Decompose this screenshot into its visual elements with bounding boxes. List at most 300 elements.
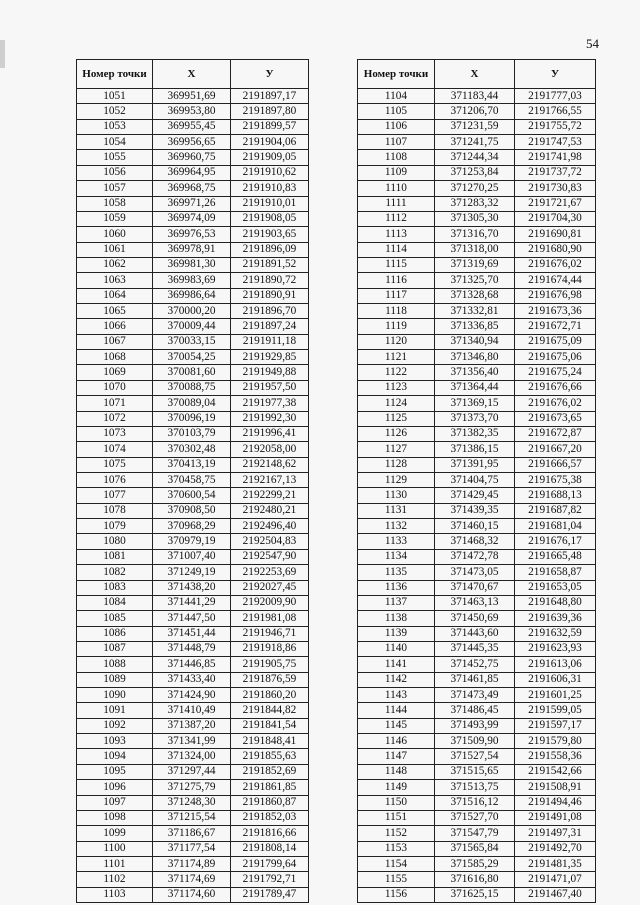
table-row xyxy=(358,703,596,718)
table-row xyxy=(358,288,596,303)
table-row xyxy=(358,872,596,887)
x-coordinate-cell: 371241,75 xyxy=(435,135,515,150)
x-coordinate-cell: 371441,29 xyxy=(153,595,231,610)
y-coordinate-cell: 2191680,90 xyxy=(515,242,596,257)
y-coordinate-cell: 2191996,41 xyxy=(231,426,309,441)
point-number-cell: 1085 xyxy=(77,611,153,626)
y-coordinate-cell: 2191672,71 xyxy=(515,319,596,334)
x-coordinate-cell: 371305,30 xyxy=(435,211,515,226)
y-coordinate-cell: 2191632,59 xyxy=(515,626,596,641)
y-coordinate-cell: 2191623,93 xyxy=(515,641,596,656)
y-coordinate-cell: 2191910,62 xyxy=(231,165,309,180)
point-number-cell: 1074 xyxy=(77,442,153,457)
x-coordinate-cell: 371515,65 xyxy=(435,764,515,779)
y-coordinate-cell: 2191949,88 xyxy=(231,365,309,380)
y-coordinate-cell: 2191467,40 xyxy=(515,887,596,902)
point-number-cell: 1102 xyxy=(77,872,153,887)
x-coordinate-cell: 371364,44 xyxy=(435,380,515,395)
x-coordinate-cell: 370413,19 xyxy=(153,457,231,472)
y-coordinate-cell: 2191755,72 xyxy=(515,119,596,134)
table-row xyxy=(358,657,596,672)
table-row xyxy=(77,826,309,841)
point-number-cell: 1097 xyxy=(77,795,153,810)
y-coordinate-cell: 2191876,59 xyxy=(231,672,309,687)
point-number-cell: 1070 xyxy=(77,380,153,395)
x-coordinate-cell: 371616,80 xyxy=(435,872,515,887)
table-row xyxy=(358,119,596,134)
y-coordinate-cell: 2191675,06 xyxy=(515,350,596,365)
point-number-cell: 1130 xyxy=(358,488,435,503)
point-number-cell: 1078 xyxy=(77,503,153,518)
point-number-cell: 1059 xyxy=(77,211,153,226)
point-number-cell: 1105 xyxy=(358,104,435,119)
coordinates-table-left xyxy=(76,59,309,903)
point-number-cell: 1067 xyxy=(77,334,153,349)
y-coordinate-cell: 2192253,69 xyxy=(231,565,309,580)
x-coordinate-cell: 371183,44 xyxy=(435,89,515,104)
y-coordinate-cell: 2191497,31 xyxy=(515,826,596,841)
table-row xyxy=(358,488,596,503)
x-coordinate-cell: 371174,89 xyxy=(153,856,231,871)
x-coordinate-cell: 371461,85 xyxy=(435,672,515,687)
table-row xyxy=(77,257,309,272)
x-coordinate-cell: 371382,35 xyxy=(435,426,515,441)
table-row xyxy=(77,181,309,196)
y-coordinate-cell: 2191737,72 xyxy=(515,165,596,180)
table-row xyxy=(358,534,596,549)
y-coordinate-cell: 2191666,57 xyxy=(515,457,596,472)
y-coordinate-cell: 2191681,04 xyxy=(515,519,596,534)
x-coordinate-cell: 371316,70 xyxy=(435,227,515,242)
table-row xyxy=(77,135,309,150)
table-row xyxy=(358,672,596,687)
y-coordinate-cell: 2191890,91 xyxy=(231,288,309,303)
table-row xyxy=(358,595,596,610)
y-coordinate-cell: 2192009,90 xyxy=(231,595,309,610)
point-number-cell: 1119 xyxy=(358,319,435,334)
x-coordinate-cell: 369986,64 xyxy=(153,288,231,303)
x-coordinate-cell: 371585,29 xyxy=(435,856,515,871)
x-coordinate-cell: 371244,34 xyxy=(435,150,515,165)
x-coordinate-cell: 369978,91 xyxy=(153,242,231,257)
point-number-cell: 1068 xyxy=(77,350,153,365)
table-row xyxy=(358,795,596,810)
y-coordinate-cell: 2191910,01 xyxy=(231,196,309,211)
x-coordinate-cell: 371248,30 xyxy=(153,795,231,810)
y-coordinate-cell: 2191676,17 xyxy=(515,534,596,549)
y-coordinate-cell: 2191992,30 xyxy=(231,411,309,426)
point-number-cell: 1128 xyxy=(358,457,435,472)
x-coordinate-cell: 371007,40 xyxy=(153,549,231,564)
point-number-cell: 1088 xyxy=(77,657,153,672)
point-number-cell: 1053 xyxy=(77,119,153,134)
y-coordinate-cell: 2191844,82 xyxy=(231,703,309,718)
x-coordinate-cell: 370968,29 xyxy=(153,519,231,534)
x-coordinate-cell: 369960,75 xyxy=(153,150,231,165)
y-coordinate-cell: 2191613,06 xyxy=(515,657,596,672)
point-number-cell: 1117 xyxy=(358,288,435,303)
y-coordinate-cell: 2191542,66 xyxy=(515,764,596,779)
point-number-cell: 1072 xyxy=(77,411,153,426)
y-coordinate-cell: 2191792,71 xyxy=(231,872,309,887)
table-row xyxy=(77,104,309,119)
x-coordinate-cell: 371410,49 xyxy=(153,703,231,718)
point-number-cell: 1151 xyxy=(358,810,435,825)
point-number-cell: 1069 xyxy=(77,365,153,380)
table-row xyxy=(77,196,309,211)
y-coordinate-cell: 2191558,36 xyxy=(515,749,596,764)
x-coordinate-cell: 371356,40 xyxy=(435,365,515,380)
header-point-number: Номер точки xyxy=(358,60,435,89)
table-row xyxy=(77,856,309,871)
x-coordinate-cell: 371253,84 xyxy=(435,165,515,180)
table-row xyxy=(77,503,309,518)
table-row xyxy=(358,165,596,180)
x-coordinate-cell: 369951,69 xyxy=(153,89,231,104)
point-number-cell: 1139 xyxy=(358,626,435,641)
table-row xyxy=(77,611,309,626)
point-number-cell: 1127 xyxy=(358,442,435,457)
y-coordinate-cell: 2191861,85 xyxy=(231,780,309,795)
point-number-cell: 1113 xyxy=(358,227,435,242)
point-number-cell: 1116 xyxy=(358,273,435,288)
table-row xyxy=(77,365,309,380)
point-number-cell: 1147 xyxy=(358,749,435,764)
point-number-cell: 1082 xyxy=(77,565,153,580)
table-row xyxy=(77,565,309,580)
y-coordinate-cell: 2191648,80 xyxy=(515,595,596,610)
table-row xyxy=(77,457,309,472)
table-row xyxy=(77,688,309,703)
table-row xyxy=(77,350,309,365)
y-coordinate-cell: 2191639,36 xyxy=(515,611,596,626)
point-number-cell: 1109 xyxy=(358,165,435,180)
x-coordinate-cell: 370009,44 xyxy=(153,319,231,334)
header-x: X xyxy=(153,60,231,89)
y-coordinate-cell: 2191897,80 xyxy=(231,104,309,119)
table-row xyxy=(358,319,596,334)
y-coordinate-cell: 2191676,66 xyxy=(515,380,596,395)
table-row xyxy=(77,472,309,487)
table-row xyxy=(358,641,596,656)
table-row xyxy=(358,688,596,703)
table-row xyxy=(77,319,309,334)
table-row xyxy=(358,580,596,595)
y-coordinate-cell: 2191597,17 xyxy=(515,718,596,733)
table-row xyxy=(77,764,309,779)
point-number-cell: 1062 xyxy=(77,257,153,272)
x-coordinate-cell: 371318,00 xyxy=(435,242,515,257)
x-coordinate-cell: 371391,95 xyxy=(435,457,515,472)
y-coordinate-cell: 2191910,83 xyxy=(231,181,309,196)
point-number-cell: 1083 xyxy=(77,580,153,595)
x-coordinate-cell: 371443,60 xyxy=(435,626,515,641)
coordinates-table-right xyxy=(357,59,596,903)
point-number-cell: 1137 xyxy=(358,595,435,610)
point-number-cell: 1104 xyxy=(358,89,435,104)
x-coordinate-cell: 371346,80 xyxy=(435,350,515,365)
point-number-cell: 1060 xyxy=(77,227,153,242)
y-coordinate-cell: 2191957,50 xyxy=(231,380,309,395)
table-row xyxy=(358,780,596,795)
table-row xyxy=(77,519,309,534)
x-coordinate-cell: 371215,54 xyxy=(153,810,231,825)
point-number-cell: 1051 xyxy=(77,89,153,104)
x-coordinate-cell: 371460,15 xyxy=(435,519,515,534)
y-coordinate-cell: 2191808,14 xyxy=(231,841,309,856)
y-coordinate-cell: 2192480,21 xyxy=(231,503,309,518)
point-number-cell: 1106 xyxy=(358,119,435,134)
y-coordinate-cell: 2192148,62 xyxy=(231,457,309,472)
point-number-cell: 1052 xyxy=(77,104,153,119)
y-coordinate-cell: 2191675,09 xyxy=(515,334,596,349)
point-number-cell: 1115 xyxy=(358,257,435,272)
table-row xyxy=(358,135,596,150)
table-row xyxy=(77,150,309,165)
x-coordinate-cell: 369964,95 xyxy=(153,165,231,180)
point-number-cell: 1100 xyxy=(77,841,153,856)
point-number-cell: 1098 xyxy=(77,810,153,825)
table-row xyxy=(77,411,309,426)
table-row xyxy=(358,749,596,764)
point-number-cell: 1126 xyxy=(358,426,435,441)
table-row xyxy=(358,181,596,196)
point-number-cell: 1142 xyxy=(358,672,435,687)
point-number-cell: 1055 xyxy=(77,150,153,165)
x-coordinate-cell: 371527,70 xyxy=(435,810,515,825)
table-row xyxy=(77,595,309,610)
y-coordinate-cell: 2191676,02 xyxy=(515,396,596,411)
table-row xyxy=(77,242,309,257)
page-number: 54 xyxy=(586,36,599,51)
table-row xyxy=(358,334,596,349)
table-row xyxy=(77,810,309,825)
header-y: У xyxy=(515,60,596,89)
point-number-cell: 1156 xyxy=(358,887,435,902)
table-row xyxy=(358,104,596,119)
table-row xyxy=(358,426,596,441)
y-coordinate-cell: 2191816,66 xyxy=(231,826,309,841)
x-coordinate-cell: 369983,69 xyxy=(153,273,231,288)
x-coordinate-cell: 371336,85 xyxy=(435,319,515,334)
table-row xyxy=(358,89,596,104)
y-coordinate-cell: 2191491,08 xyxy=(515,810,596,825)
x-coordinate-cell: 370458,75 xyxy=(153,472,231,487)
point-number-cell: 1111 xyxy=(358,196,435,211)
point-number-cell: 1155 xyxy=(358,872,435,887)
point-number-cell: 1076 xyxy=(77,472,153,487)
point-number-cell: 1140 xyxy=(358,641,435,656)
point-number-cell: 1120 xyxy=(358,334,435,349)
point-number-cell: 1122 xyxy=(358,365,435,380)
x-coordinate-cell: 371404,75 xyxy=(435,472,515,487)
point-number-cell: 1090 xyxy=(77,688,153,703)
table-row xyxy=(358,411,596,426)
point-number-cell: 1066 xyxy=(77,319,153,334)
y-coordinate-cell: 2191860,20 xyxy=(231,688,309,703)
y-coordinate-cell: 2191841,54 xyxy=(231,718,309,733)
point-number-cell: 1101 xyxy=(77,856,153,871)
table-row xyxy=(358,856,596,871)
y-coordinate-cell: 2191891,52 xyxy=(231,257,309,272)
x-coordinate-cell: 369976,53 xyxy=(153,227,231,242)
table-row xyxy=(77,288,309,303)
table-row xyxy=(358,350,596,365)
y-coordinate-cell: 2192058,00 xyxy=(231,442,309,457)
y-coordinate-cell: 2191606,31 xyxy=(515,672,596,687)
x-coordinate-cell: 370054,25 xyxy=(153,350,231,365)
table-row xyxy=(358,457,596,472)
x-coordinate-cell: 369971,26 xyxy=(153,196,231,211)
x-coordinate-cell: 371439,35 xyxy=(435,503,515,518)
x-coordinate-cell: 370089,04 xyxy=(153,396,231,411)
table-row xyxy=(77,488,309,503)
point-number-cell: 1058 xyxy=(77,196,153,211)
x-coordinate-cell: 371324,00 xyxy=(153,749,231,764)
table-row xyxy=(77,119,309,134)
y-coordinate-cell: 2191730,83 xyxy=(515,181,596,196)
x-coordinate-cell: 371447,50 xyxy=(153,611,231,626)
x-coordinate-cell: 371297,44 xyxy=(153,764,231,779)
x-coordinate-cell: 371473,05 xyxy=(435,565,515,580)
point-number-cell: 1107 xyxy=(358,135,435,150)
x-coordinate-cell: 371493,99 xyxy=(435,718,515,733)
y-coordinate-cell: 2191848,41 xyxy=(231,734,309,749)
point-number-cell: 1093 xyxy=(77,734,153,749)
x-coordinate-cell: 371513,75 xyxy=(435,780,515,795)
table-row xyxy=(358,718,596,733)
point-number-cell: 1123 xyxy=(358,380,435,395)
y-coordinate-cell: 2191579,80 xyxy=(515,734,596,749)
y-coordinate-cell: 2191494,46 xyxy=(515,795,596,810)
point-number-cell: 1146 xyxy=(358,734,435,749)
y-coordinate-cell: 2191860,87 xyxy=(231,795,309,810)
table-row xyxy=(358,503,596,518)
x-coordinate-cell: 371438,20 xyxy=(153,580,231,595)
x-coordinate-cell: 371387,20 xyxy=(153,718,231,733)
table-row xyxy=(358,442,596,457)
table-row xyxy=(358,211,596,226)
y-coordinate-cell: 2191599,05 xyxy=(515,703,596,718)
y-coordinate-cell: 2191704,30 xyxy=(515,211,596,226)
table-row xyxy=(358,380,596,395)
y-coordinate-cell: 2191918,86 xyxy=(231,641,309,656)
y-coordinate-cell: 2191897,17 xyxy=(231,89,309,104)
table-row xyxy=(358,549,596,564)
table-row xyxy=(77,672,309,687)
point-number-cell: 1145 xyxy=(358,718,435,733)
x-coordinate-cell: 371206,70 xyxy=(435,104,515,119)
x-coordinate-cell: 371373,70 xyxy=(435,411,515,426)
point-number-cell: 1096 xyxy=(77,780,153,795)
y-coordinate-cell: 2191687,82 xyxy=(515,503,596,518)
y-coordinate-cell: 2192504,83 xyxy=(231,534,309,549)
table-row xyxy=(77,396,309,411)
scan-edge-mark xyxy=(0,40,5,68)
table-row xyxy=(77,641,309,656)
point-number-cell: 1075 xyxy=(77,457,153,472)
x-coordinate-cell: 371433,40 xyxy=(153,672,231,687)
point-number-cell: 1112 xyxy=(358,211,435,226)
x-coordinate-cell: 371177,54 xyxy=(153,841,231,856)
x-coordinate-cell: 371283,32 xyxy=(435,196,515,211)
point-number-cell: 1065 xyxy=(77,304,153,319)
point-number-cell: 1154 xyxy=(358,856,435,871)
table-row xyxy=(77,841,309,856)
point-number-cell: 1110 xyxy=(358,181,435,196)
table-row xyxy=(358,242,596,257)
table-row xyxy=(358,841,596,856)
y-coordinate-cell: 2191789,47 xyxy=(231,887,309,902)
point-number-cell: 1080 xyxy=(77,534,153,549)
x-coordinate-cell: 370908,50 xyxy=(153,503,231,518)
point-number-cell: 1135 xyxy=(358,565,435,580)
y-coordinate-cell: 2191675,38 xyxy=(515,472,596,487)
table-row xyxy=(358,273,596,288)
point-number-cell: 1141 xyxy=(358,657,435,672)
x-coordinate-cell: 371386,15 xyxy=(435,442,515,457)
table-row xyxy=(358,227,596,242)
y-coordinate-cell: 2191690,81 xyxy=(515,227,596,242)
y-coordinate-cell: 2191492,70 xyxy=(515,841,596,856)
table-row xyxy=(77,304,309,319)
point-number-cell: 1138 xyxy=(358,611,435,626)
point-number-cell: 1144 xyxy=(358,703,435,718)
point-number-cell: 1134 xyxy=(358,549,435,564)
table-row xyxy=(77,734,309,749)
table-row xyxy=(358,810,596,825)
y-coordinate-cell: 2192496,40 xyxy=(231,519,309,534)
table-row xyxy=(358,626,596,641)
x-coordinate-cell: 371625,15 xyxy=(435,887,515,902)
point-number-cell: 1108 xyxy=(358,150,435,165)
x-coordinate-cell: 371450,69 xyxy=(435,611,515,626)
x-coordinate-cell: 370088,75 xyxy=(153,380,231,395)
y-coordinate-cell: 2192167,13 xyxy=(231,472,309,487)
point-number-cell: 1149 xyxy=(358,780,435,795)
point-number-cell: 1091 xyxy=(77,703,153,718)
point-number-cell: 1087 xyxy=(77,641,153,656)
x-coordinate-cell: 371231,59 xyxy=(435,119,515,134)
point-number-cell: 1136 xyxy=(358,580,435,595)
point-number-cell: 1064 xyxy=(77,288,153,303)
x-coordinate-cell: 370103,79 xyxy=(153,426,231,441)
y-coordinate-cell: 2191896,09 xyxy=(231,242,309,257)
table-row xyxy=(358,196,596,211)
y-coordinate-cell: 2191747,53 xyxy=(515,135,596,150)
table-row xyxy=(77,273,309,288)
x-coordinate-cell: 371516,12 xyxy=(435,795,515,810)
point-number-cell: 1131 xyxy=(358,503,435,518)
x-coordinate-cell: 371452,75 xyxy=(435,657,515,672)
x-coordinate-cell: 370033,15 xyxy=(153,334,231,349)
y-coordinate-cell: 2191766,55 xyxy=(515,104,596,119)
point-number-cell: 1089 xyxy=(77,672,153,687)
y-coordinate-cell: 2191855,63 xyxy=(231,749,309,764)
point-number-cell: 1094 xyxy=(77,749,153,764)
table-row xyxy=(77,534,309,549)
point-number-cell: 1086 xyxy=(77,626,153,641)
point-number-cell: 1081 xyxy=(77,549,153,564)
y-coordinate-cell: 2191673,36 xyxy=(515,304,596,319)
table-row xyxy=(77,626,309,641)
point-number-cell: 1061 xyxy=(77,242,153,257)
x-coordinate-cell: 371174,69 xyxy=(153,872,231,887)
y-coordinate-cell: 2191601,25 xyxy=(515,688,596,703)
x-coordinate-cell: 369955,45 xyxy=(153,119,231,134)
point-number-cell: 1118 xyxy=(358,304,435,319)
x-coordinate-cell: 371446,85 xyxy=(153,657,231,672)
